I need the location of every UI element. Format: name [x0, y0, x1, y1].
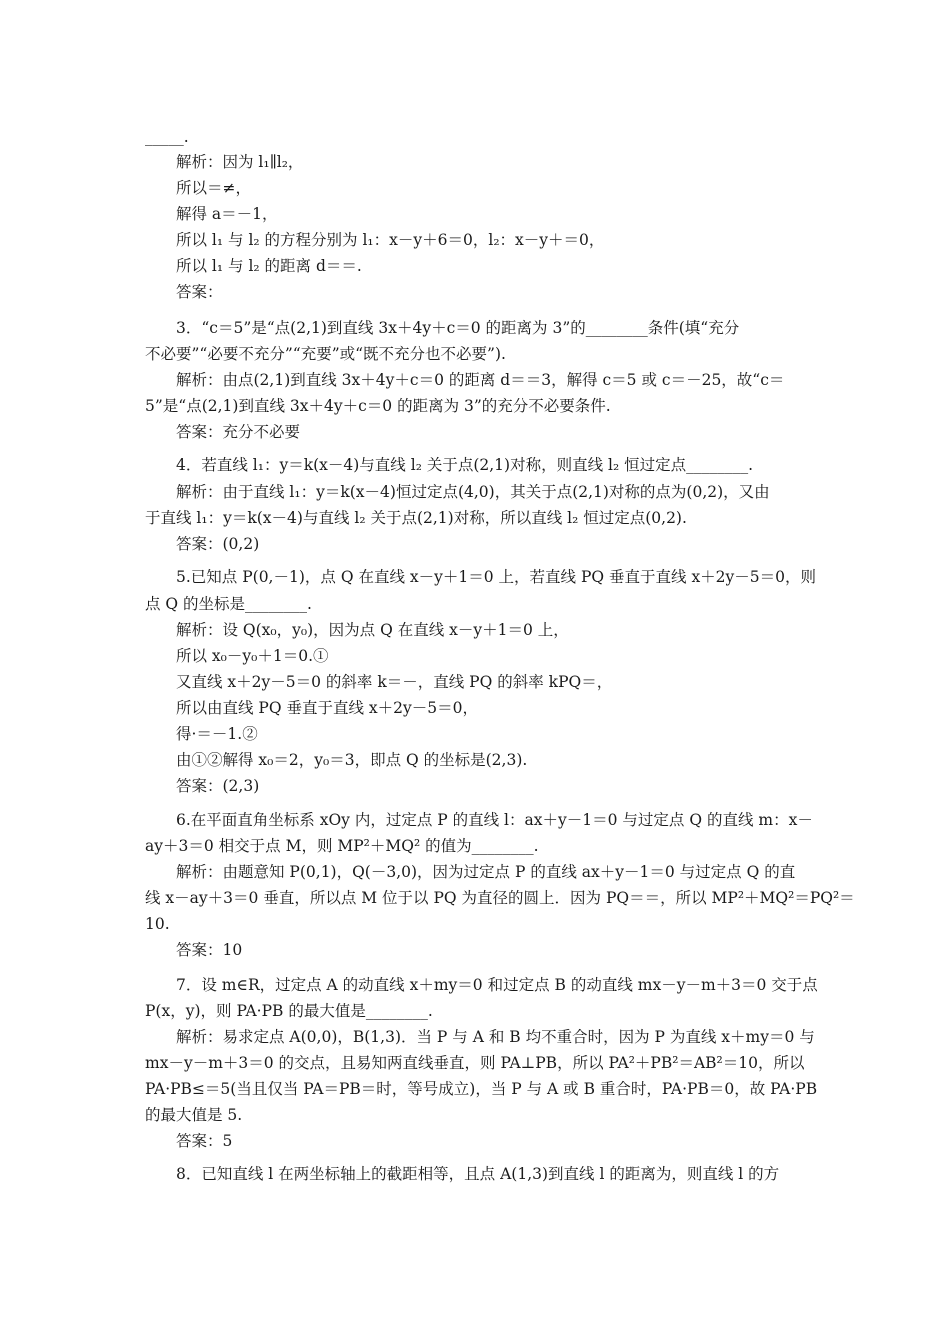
solution-line: PA·PB≤＝5(当且仅当 PA＝PB＝时，等号成立)，当 P 与 A 或 B 重合时，PA·PB＝0，故 PA·PB	[145, 1080, 818, 1098]
question-6: 6.在平面直角坐标系 xOy 内，过定点 P 的直线 l：ax＋y－1＝0 与过定点 Q 的直线 m：x－	[176, 811, 813, 829]
answer-line: 答案：(2,3)	[176, 777, 260, 795]
solution-line: 线 x－ay＋3＝0 垂直，所以点 M 位于以 PQ 为直径的圆上．因为 PQ＝＝，所以 MP²＋MQ²＝PQ²＝	[145, 889, 855, 907]
question-5-cont: 点 Q 的坐标是________.	[145, 595, 312, 613]
solution-line: 解析：设 Q(x₀，y₀)，因为点 Q 在直线 x－y＋1＝0 上，	[176, 621, 569, 639]
answer-line: 答案：充分不必要	[176, 423, 301, 441]
solution-line: 所以 x₀－y₀＋1＝0.①	[176, 647, 329, 665]
solution-line: 所以由直线 PQ 垂直于直线 x＋2y－5＝0，	[176, 699, 479, 717]
question-5: 5.已知点 P(0,－1)，点 Q 在直线 x－y＋1＝0 上，若直线 PQ 垂直于直线 x＋2y－5＝0，则	[176, 568, 817, 586]
text-line: 所以 l₁ 与 l₂ 的方程分别为 l₁：x－y＋6＝0，l₂：x－y＋＝0，	[176, 231, 605, 249]
text-line: 解析：因为 l₁∥l₂，	[176, 153, 304, 171]
solution-line: 得·＝－1.②	[176, 725, 258, 743]
answer-blank-line: _____.	[145, 128, 189, 146]
answer-line: 答案：10	[176, 941, 243, 959]
question-8: 8．已知直线 l 在两坐标轴上的截距相等，且点 A(1,3)到直线 l 的距离为，则直线 l 的方	[176, 1165, 780, 1183]
question-4: 4．若直线 l₁：y＝k(x－4)与直线 l₂ 关于点(2,1)对称，则直线 l₂ 恒过定点________.	[176, 456, 754, 474]
answer-line: 答案：(0,2)	[176, 535, 260, 553]
text-line: 所以 l₁ 与 l₂ 的距离 d＝＝.	[176, 257, 362, 275]
solution-line: 又直线 x＋2y－5＝0 的斜率 k＝－，直线 PQ 的斜率 kPQ＝，	[176, 673, 613, 691]
solution-line: 解析：由于直线 l₁：y＝k(x－4)恒过定点(4,0)，其关于点(2,1)对称的点为(0,2)，又由	[176, 483, 770, 501]
solution-line: 5”是“点(2,1)到直线 3x＋4y＋c＝0 的距离为 3”的充分不必要条件.	[145, 397, 611, 415]
question-6-cont: ay＋3＝0 相交于点 M，则 MP²＋MQ² 的值为________.	[145, 837, 539, 855]
solution-line: 于直线 l₁：y＝k(x－4)与直线 l₂ 关于点(2,1)对称，所以直线 l₂ 恒过定点(0,2).	[145, 509, 687, 527]
solution-line: 解析：易求定点 A(0,0)，B(1,3)．当 P 与 A 和 B 均不重合时，因为 P 为直线 x＋my＝0 与	[176, 1028, 815, 1046]
answer-line: 答案：	[176, 283, 223, 301]
solution-line: 解析：由题意知 P(0,1)，Q(－3,0)，因为过定点 P 的直线 ax＋y－1＝0 与过定点 Q 的直	[176, 863, 796, 881]
solution-line: 解析：由点(2,1)到直线 3x＋4y＋c＝0 的距离 d＝＝3，解得 c＝5 或 c＝－25，故“c＝	[176, 371, 785, 389]
text-line: 解得 a＝－1，	[176, 205, 278, 223]
solution-line: 由①②解得 x₀＝2，y₀＝3，即点 Q 的坐标是(2,3).	[176, 751, 528, 769]
solution-line: mx－y－m＋3＝0 的交点，且易知两直线垂直，则 PA⊥PB，所以 PA²＋PB²＝AB²＝10，所以	[145, 1054, 805, 1072]
solution-line: 的最大值是 5.	[145, 1106, 243, 1124]
text-line: 所以＝≠，	[176, 179, 251, 197]
question-3: 3．“c＝5”是“点(2,1)到直线 3x＋4y＋c＝0 的距离为 3”的________条件(填“充分	[176, 319, 740, 337]
question-7: 7．设 m∈R，过定点 A 的动直线 x＋my＝0 和过定点 B 的动直线 mx－y－m＋3＝0 交于点	[176, 976, 818, 994]
solution-line: 10.	[145, 915, 170, 933]
question-7-cont: P(x，y)，则 PA·PB 的最大值是________.	[145, 1002, 433, 1020]
question-3-cont: 不必要”“必要不充分”“充要”或“既不充分也不必要”).	[145, 345, 506, 363]
answer-line: 答案：5	[176, 1132, 233, 1150]
